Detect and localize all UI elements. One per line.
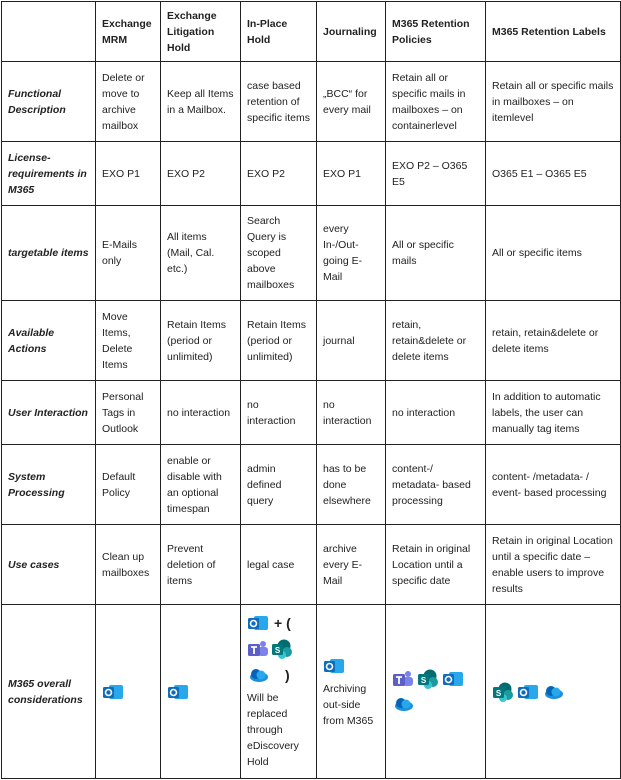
header-in-place-hold: In-Place Hold [241,2,317,62]
table-cell: EXO P2 [241,142,317,206]
svg-text:S: S [495,688,502,698]
icon-cell-mrm [96,605,161,779]
table-cell: Retain in original Location until a specific date [386,525,486,605]
table-cell: Clean up mailboxes [96,525,161,605]
table-cell: admin defined query [241,445,317,525]
icon-cell-policies [386,605,486,779]
table-cell: has to be done elsewhere [317,445,386,525]
close-paren-text: ) [285,667,290,683]
outlook-icon [442,668,464,690]
header-journaling: Journaling [317,2,386,62]
svg-text:S: S [274,646,281,655]
row-label-use-cases: Use cases [2,525,96,605]
table-row [2,301,621,381]
outlook-icon [247,612,269,634]
table-cell: Keep all Items in a Mailbox. [161,62,241,142]
table-cell: content-/ metadata- based processing [386,445,486,525]
table-cell: Retain Items (period or unlimited) [161,301,241,381]
table-cell: All or specific items [486,206,621,301]
table-cell: O365 E1 – O365 E5 [486,142,621,206]
table-cell: All items (Mail, Cal. etc.) [161,206,241,301]
table-cell: EXO P2 [161,142,241,206]
row-label-license-requirements: License-requirements in M365 [2,142,96,206]
table-row [2,381,621,445]
icon-cell-inplace [241,605,317,779]
teams-icon [247,638,269,660]
table-cell: retain, retain&delete or delete items [386,301,486,381]
onedrive-icon [542,681,564,703]
inplace-note: Will be replaced through eDiscovery Hold [247,692,299,768]
table-cell: EXO P2 – O365 E5 [386,142,486,206]
row-label-functional-description: Functional Description [2,62,96,142]
table-cell: Default Policy [96,445,161,525]
header-corner [2,2,96,62]
table-cell: case based retention of specific items [241,62,317,142]
table-cell: enable or disable with an optional timespan [161,445,241,525]
row-label-system-processing: System Processing [2,445,96,525]
table-cell: journal [317,301,386,381]
table-cell: Retain Items (period or unlimited) [241,301,317,381]
table-cell: „BCC“ for every mail [317,62,386,142]
sharepoint-icon [271,638,293,660]
outlook-icon [102,681,124,703]
table-cell: Delete or move to archive mailbox [96,62,161,142]
onedrive-icon [247,664,269,686]
table-cell: EXO P1 [96,142,161,206]
header-row [2,2,621,62]
table-cell: Move Items, Delete Items [96,301,161,381]
outlook-icon [323,655,345,677]
table-row [2,142,621,206]
table-cell: retain, retain&delete or delete items [486,301,621,381]
table-cell: Retain all or specific mails in mailboxes – on itemlevel [486,62,621,142]
journaling-note: Archiving out-side from M365 [323,682,374,727]
table-cell: EXO P1 [317,142,386,206]
comparison-table [1,1,621,779]
onedrive-icon [392,693,414,715]
table-cell: Retain in original Location until a specific date – enable users to improve results [486,525,621,605]
header-m365-retention-labels: M365 Retention Labels [486,2,621,62]
table-cell: no interaction [161,381,241,445]
table-row [2,206,621,301]
teams-icon [392,668,414,690]
icon-cell-journaling [317,605,386,779]
outlook-icon [517,681,539,703]
icon-cell-labels [486,605,621,779]
table-row [2,605,621,779]
svg-text:S: S [420,676,427,685]
outlook-icon [167,681,189,703]
plus-paren-text: + ( [274,615,291,631]
icon-cell-litigation [161,605,241,779]
header-exchange-mrm: Exchange MRM [96,2,161,62]
table-cell: content- /metadata- / event- based processing [486,445,621,525]
row-label-m365-overall: M365 overall considerations [2,605,96,779]
table-cell: E-Mails only [96,206,161,301]
table-cell: All or specific mails [386,206,486,301]
table-cell: Retain all or specific mails in mailboxes – on containerlevel [386,62,486,142]
table-cell: legal case [241,525,317,605]
table-cell: no interaction [241,381,317,445]
table-cell: archive every E-Mail [317,525,386,605]
sharepoint-icon [492,681,514,703]
row-label-available-actions: Available Actions [2,301,96,381]
table-row [2,445,621,525]
table-row [2,62,621,142]
header-exchange-litigation-hold: Exchange Litigation Hold [161,2,241,62]
row-label-user-interaction: User Interaction [2,381,96,445]
table-cell: no interaction [386,381,486,445]
sharepoint-icon [417,668,439,690]
table-row [2,525,621,605]
table-cell: Prevent deletion of items [161,525,241,605]
header-m365-retention-policies: M365 Retention Policies [386,2,486,62]
table-cell: every In-/Out-going E-Mail [317,206,386,301]
table-cell: In addition to automatic labels, the user can manually tag items [486,381,621,445]
row-label-targetable-items: targetable items [2,206,96,301]
table-cell: Personal Tags in Outlook [96,381,161,445]
table-cell: no interaction [317,381,386,445]
table-cell: Search Query is scoped above mailboxes [241,206,317,301]
